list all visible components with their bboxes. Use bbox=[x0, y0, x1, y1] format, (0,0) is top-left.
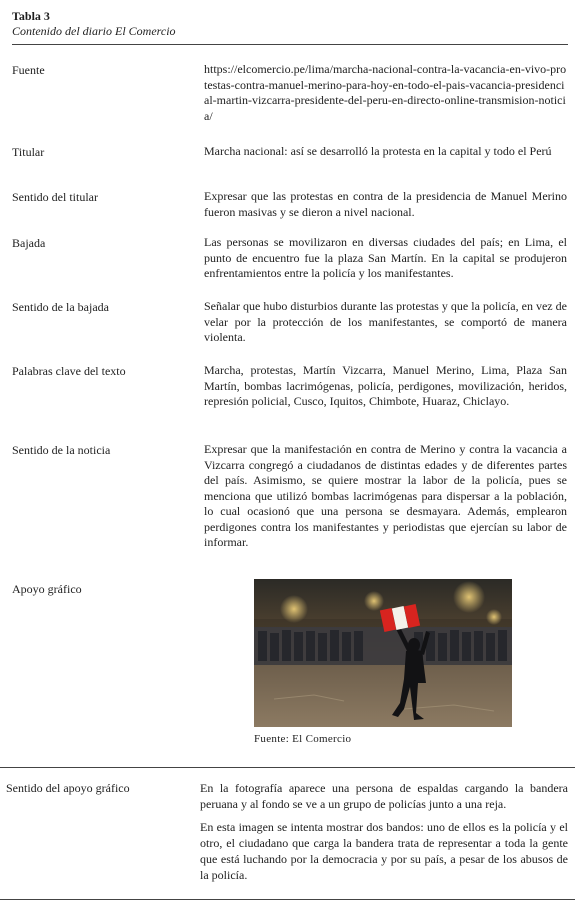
protest-photo-illustration bbox=[254, 579, 512, 727]
row-value: Señalar que hubo disturbios durante las protestas y que la policía, en vez de velar por la protección de los manifestantes, se comportó de manera violenta. bbox=[204, 299, 567, 344]
row-label: Palabras clave del texto bbox=[12, 364, 126, 378]
bottom-row-value bbox=[200, 780, 568, 890]
row-value: Marcha, protestas, Martín Vizcarra, Manuel Merino, Lima, Plaza San Martín, bombas lacrimógenas, policía, perdigones, movilización, heridos, represión policial, Cusco, Iquitos, Chimbote, Huaraz, Chiclayo. bbox=[204, 363, 567, 408]
bottom-paragraph-2: En esta imagen se intenta mostrar dos bandos: uno de ellos es la policía y el otro, el ciudadano que carga la bandera trata de representar a toda la gente que está luchando por la democracia y por su país, a pesar de los abusos de la policía. bbox=[200, 820, 568, 882]
row-value: Expresar que las protestas en contra de la presidencia de Manuel Merino fueron masivas y se dieron a nivel nacional. bbox=[204, 189, 567, 219]
bottom-paragraph-1: En la fotografía aparece una persona de espaldas cargando la bandera peruana y al fondo se ve a un grupo de policías junto a una reja. bbox=[200, 781, 568, 811]
table-header bbox=[12, 9, 176, 39]
news-photo bbox=[254, 579, 512, 727]
row-value: Las personas se movilizaron en diversas ciudades del país; en Lima, el punto de encuentro fue la plaza San Martín. En la capital se produjeron enfrentamientos entre la policía y los manifestantes. bbox=[204, 235, 567, 280]
row-value: Marcha nacional: así se desarrolló la protesta en la capital y todo el Perú bbox=[204, 144, 552, 158]
row-value: Expresar que la manifestación en contra de Merino y contra la vacancia a Vizcarra congregó a ciudadanos de distintas edades y de diferentes partes del país. Asimismo, se quiere mostrar la labor de la policía, pues se menciona que utilizó bombas lacrimógenas para dispersar a la población, lo cual ocasionó que una persona se desmayara. Además, emplearon perdigones contra los manifestantes y periodistas que ejercían su labor de informar. bbox=[204, 442, 567, 549]
row-label: Sentido del titular bbox=[12, 190, 98, 204]
row-label: Fuente bbox=[12, 63, 45, 77]
bottom-rule bbox=[0, 899, 575, 900]
row-label: Sentido de la noticia bbox=[12, 443, 111, 457]
row-label: Apoyo gráfico bbox=[12, 582, 82, 596]
section-divider bbox=[0, 767, 575, 768]
top-rule bbox=[12, 44, 568, 45]
row-label: Sentido de la bajada bbox=[12, 300, 109, 314]
table-title: Contenido del diario El Comercio bbox=[12, 24, 176, 38]
row-label: Bajada bbox=[12, 236, 46, 250]
photo-caption: Fuente: El Comercio bbox=[254, 733, 352, 745]
bottom-row-label: Sentido del apoyo gráfico bbox=[6, 781, 130, 795]
source-url: https://elcomercio.pe/lima/marcha-nacional-contra-la-vacancia-en-vivo-protestas-contra-manuel-merino-para-hoy-en-todo-el-pais-vacancia-presidencial-martin-vizcarra-presidente-del-peru-en-directo-online-transmision-noticia/ bbox=[204, 62, 567, 123]
row-label: Titular bbox=[12, 145, 45, 159]
table-number: Tabla 3 bbox=[12, 9, 50, 23]
